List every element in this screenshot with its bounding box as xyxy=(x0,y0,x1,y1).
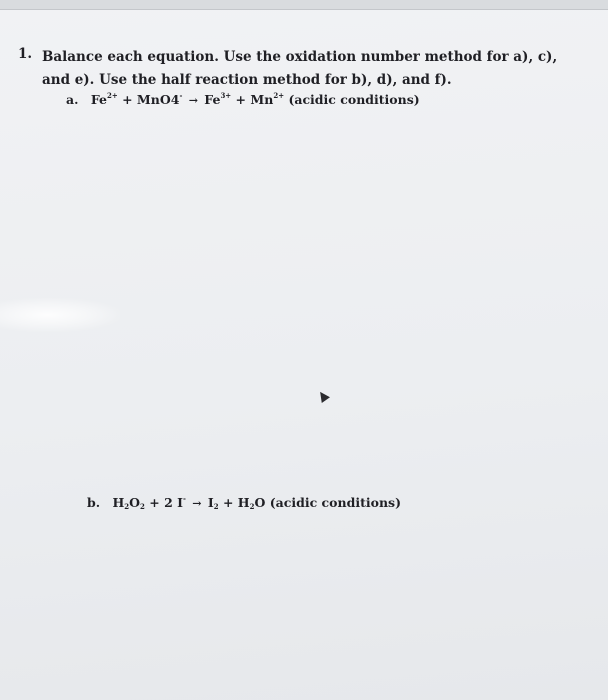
question-line-2: and e). Use the half reaction method for b), d), and f). xyxy=(42,72,452,88)
reactant-iodide: 2 I- xyxy=(164,494,186,510)
equation-b xyxy=(87,494,401,511)
light-glare xyxy=(0,298,120,332)
product-mn: Mn xyxy=(250,92,274,107)
plus-sign: + xyxy=(122,92,133,107)
mn2-charge: 2+ xyxy=(273,91,285,100)
page-top-edge xyxy=(0,0,608,10)
plus-sign: + xyxy=(235,92,247,107)
plus-sign: + xyxy=(149,495,160,510)
part-b-label: b. xyxy=(87,495,101,510)
product-h2o: $H_2O$ xyxy=(237,495,266,511)
reactant-h2o2: $H_2O_2$ xyxy=(112,495,145,511)
reaction-arrow: → xyxy=(192,497,202,510)
reactant-fe: Fe xyxy=(90,92,107,107)
question-text xyxy=(42,46,597,92)
equation-a xyxy=(66,91,420,107)
condition-text: (acidic conditions) xyxy=(288,92,420,107)
reactant-mno4: MnO4 xyxy=(136,92,180,107)
part-a-label: a. xyxy=(66,92,79,107)
reaction-arrow: → xyxy=(188,94,198,107)
product-fe: Fe xyxy=(204,92,221,107)
plus-sign: + xyxy=(222,495,234,510)
mouse-cursor-icon xyxy=(316,389,330,403)
fe3-charge: 3+ xyxy=(220,91,232,100)
mno4-charge: - xyxy=(179,91,183,100)
product-i2: $I_2$ xyxy=(207,495,219,511)
fe2-charge: 2+ xyxy=(106,91,118,100)
question-number: 1. xyxy=(18,46,33,62)
question-line-1: Balance each equation. Use the oxidation number method for a), c), xyxy=(42,49,558,65)
condition-text: (acidic conditions) xyxy=(269,495,401,510)
